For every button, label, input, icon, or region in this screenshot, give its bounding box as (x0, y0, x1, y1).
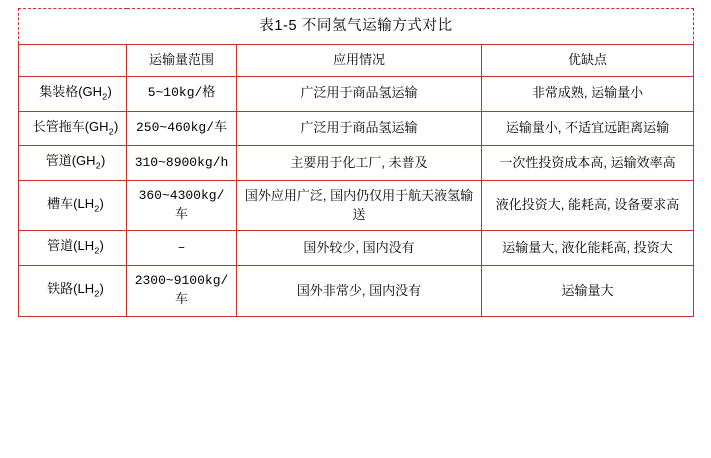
cell-pros-cons: 运输量大 (482, 266, 694, 317)
row-label-formula-open: (GH (71, 153, 96, 169)
row-label-subscript: 2 (94, 289, 100, 300)
row-label-text: 管道 (47, 238, 74, 254)
row-label-formula-close: ) (99, 281, 104, 297)
row-label-text: 槽车 (47, 195, 74, 211)
cell-capacity-range: 2300~9100kg/车 (127, 266, 237, 317)
cell-pros-cons: 液化投资大, 能耗高, 设备要求高 (482, 180, 694, 231)
cell-application: 国外较少, 国内没有 (237, 231, 482, 266)
row-label-subscript: 2 (94, 204, 100, 215)
table-title-row (19, 9, 694, 45)
row-label-formula-open: (GH (78, 83, 103, 99)
column-header-application: 应用情况 (237, 45, 482, 77)
cell-application: 国外非常少, 国内没有 (237, 266, 482, 317)
row-label (19, 266, 127, 317)
row-label-subscript: 2 (102, 92, 108, 103)
row-label-subscript: 2 (94, 247, 100, 258)
column-header-pros-cons: 优缺点 (482, 45, 694, 77)
cell-capacity-range: 250~460kg/车 (127, 111, 237, 146)
row-label-formula-close: ) (113, 118, 119, 134)
row-label (19, 180, 127, 231)
row-label (19, 146, 127, 181)
cell-pros-cons: 运输量小, 不适宜远距离运输 (482, 111, 694, 146)
cell-capacity-range: 5~10kg/格 (127, 76, 237, 111)
cell-application: 主要用于化工厂, 未普及 (237, 146, 482, 181)
table-row (19, 180, 694, 231)
table-row (19, 146, 694, 181)
row-label (19, 111, 127, 146)
table-title: 表1-5 不同氢气运输方式对比 (19, 9, 694, 45)
row-label-formula-open: (LH (73, 238, 95, 254)
column-header-capacity-range: 运输量范围 (127, 45, 237, 77)
cell-application: 广泛用于商品氢运输 (237, 76, 482, 111)
row-label-text: 集装格 (39, 83, 79, 99)
row-label-text: 长管拖车 (32, 118, 85, 134)
row-label-formula-close: ) (107, 83, 112, 99)
cell-pros-cons: 运输量大, 液化能耗高, 投资大 (482, 231, 694, 266)
row-label (19, 76, 127, 111)
table-row (19, 266, 694, 317)
cell-capacity-range: – (127, 231, 237, 266)
cell-capacity-range: 360~4300kg/车 (127, 180, 237, 231)
table-row (19, 231, 694, 266)
table-row (19, 111, 694, 146)
hydrogen-transport-comparison-table (18, 8, 694, 317)
row-label-formula-open: (LH (73, 195, 95, 211)
row-label-subscript: 2 (95, 161, 101, 172)
row-label-text: 管道 (45, 153, 72, 169)
row-label (19, 231, 127, 266)
row-label-formula-close: ) (99, 238, 104, 254)
table-row (19, 76, 694, 111)
row-label-formula-open: (GH (84, 118, 109, 134)
cell-pros-cons: 非常成熟, 运输量小 (482, 76, 694, 111)
row-label-formula-close: ) (99, 195, 104, 211)
cell-application: 国外应用广泛, 国内仍仅用于航天液氢输送 (237, 180, 482, 231)
table-header-row (19, 45, 694, 77)
row-label-subscript: 2 (108, 127, 114, 138)
row-label-text: 铁路 (47, 281, 74, 297)
cell-capacity-range: 310~8900kg/h (127, 146, 237, 181)
row-label-formula-close: ) (100, 153, 106, 169)
cell-application: 广泛用于商品氢运输 (237, 111, 482, 146)
column-header-category (19, 45, 127, 77)
cell-pros-cons: 一次性投资成本高, 运输效率高 (482, 146, 694, 181)
row-label-formula-open: (LH (73, 281, 95, 297)
